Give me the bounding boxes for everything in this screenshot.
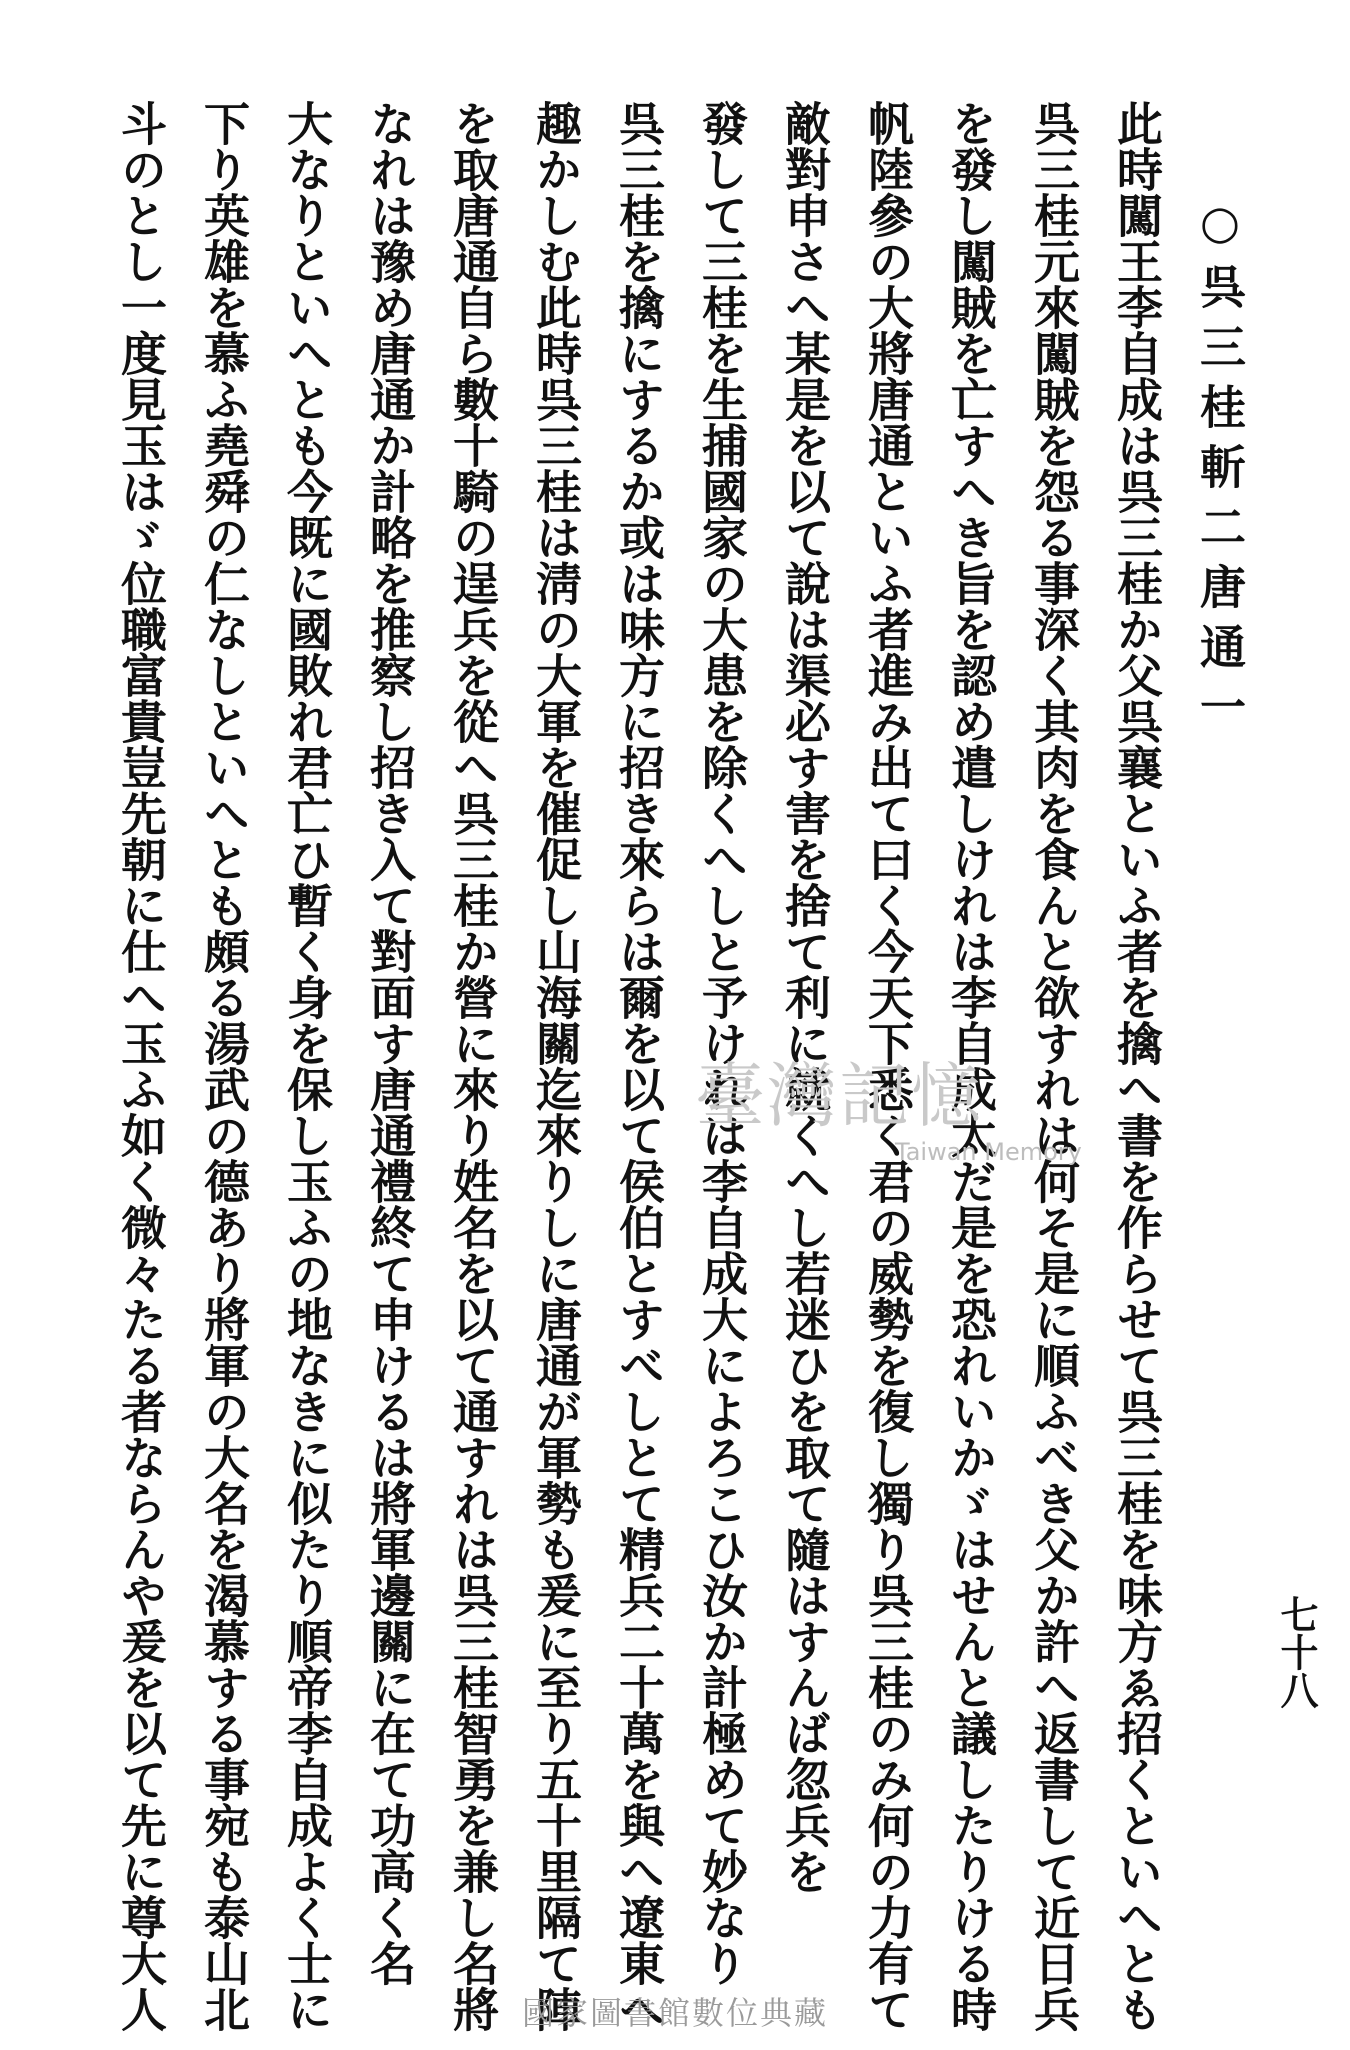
section-title: ○呉三桂斬二唐通一	[1193, 195, 1247, 743]
text-column: 大なりといへとも今既に國敗れ君亡ひ暫く身を保し玉ふの地なきに似たり順帝李自成よく士に	[280, 100, 334, 2032]
text-column: 發して三桂を生捕國家の大患を除くへしと予けれは李自成大によろこひ汝か計極めて妙なり	[695, 100, 749, 1986]
text-column: 帆陸參の大將唐通といふ者進み出て曰く今天下悉く君の威勢を復し獨り呉三桂のみ何の力有て	[861, 100, 915, 2032]
text-column: 下り英雄を慕ふ堯舜の仁なしといへとも頗る湯武の德あり將軍の大名を渴慕する事宛も泰山北	[197, 100, 251, 2032]
text-column: を取唐通自ら數十騎の逞兵を從へ呉三桂か營に來り姓名を以て通すれは呉三桂智勇を兼し名將	[446, 100, 500, 2032]
text-column: なれは豫め唐通か計略を推察し招き入て對面す唐通禮終て申けるは將軍邊關に在て功高く名	[363, 100, 417, 1986]
text-column: 斗のとし一度見玉はゞ位職富貴豈先朝に仕へ玉ふ如く微々たる者ならんや爰を以て先に尊大人	[114, 100, 168, 2032]
watermark-logo: 臺灣記憶	[695, 1055, 983, 1137]
text-column: 此時闖王李自成は呉三桂か父呉襄といふ者を擒へ書を作らせて呉三桂を味方ゑ招くといへとも	[1110, 100, 1164, 2032]
footer-credit: 國家圖書館數位典藏	[521, 1994, 828, 2032]
text-column: 趣かしむ此時呉三桂は淸の大軍を催促し山海關迄來りしに唐通が軍勢も爰に至り五十里隔て陣	[529, 100, 583, 2032]
text-column: を發し闖賊を亡すへき旨を認め遣しけれは李自成太だ是を恐れいかゞはせんと議したりける時	[944, 100, 998, 2032]
text-column: 呉三桂を擒にするか或は味方に招き來らは爾を以て侯伯とすべしとて精兵二十萬を與へ遼東へ	[612, 100, 666, 2032]
page-number: 七十八	[1274, 1595, 1319, 1709]
watermark-subtitle: Taiwan Memory	[895, 1138, 1082, 1166]
text-column: 敵對申さへ某是を以て說は渠必す害を捨て利に就くへし若迷ひを取て隨はすんば忽兵を	[778, 100, 832, 1894]
text-column: 呉三桂元來闖賊を怨る事深く其肉を食んと欲すれは何そ是に順ふべき父か許へ返書して近日兵	[1027, 100, 1081, 2032]
